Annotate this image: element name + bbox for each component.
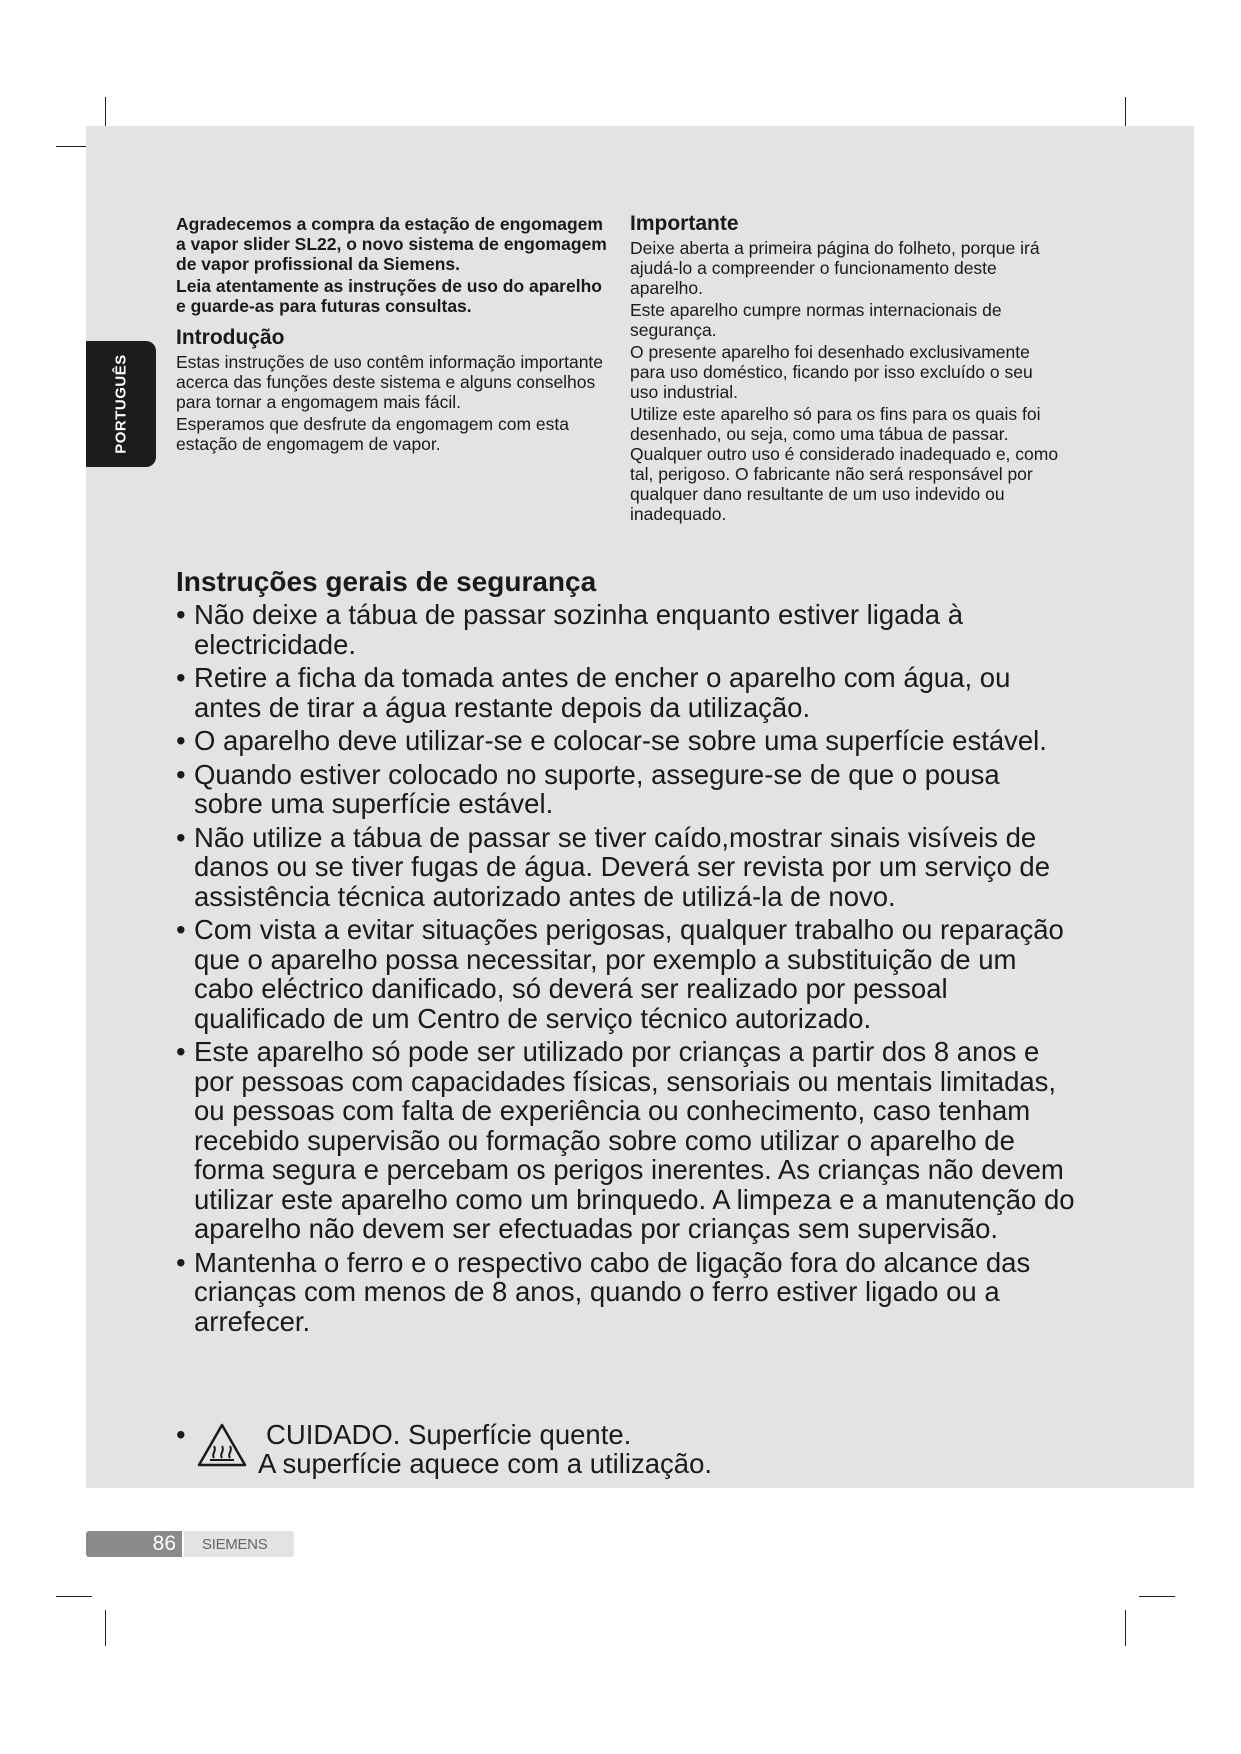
- introduction-heading: Introdução: [176, 326, 285, 349]
- safety-item: • Este aparelho só pode ser utilizado por crianças a partir dos 8 anos e por pessoas com capacidades físicas, sensoriais ou mentais limitadas, ou pessoas com falta de experiência ou conhecimento, caso tenham recebido supervisão ou formação sobre como utilizar o aparelho de forma segura e percebam os perigos inerentes. As crianças não devem utilizar este aparelho como um brinquedo. A limpeza e a manutenção do aparelho não devem ser efectuadas por crianças sem supervisão.: [176, 1037, 1076, 1244]
- crop-mark: [1125, 1610, 1126, 1646]
- language-tab: [86, 341, 156, 467]
- crop-mark: [105, 1610, 106, 1646]
- brand-name: SIEMENS: [202, 1536, 268, 1553]
- important-paragraph: Este aparelho cumpre normas internacionais de segurança.: [630, 300, 1002, 340]
- safety-title: Instruções gerais de segurança: [176, 566, 597, 597]
- important-heading: Importante: [630, 212, 739, 235]
- crop-mark: [56, 1596, 92, 1597]
- hot-surface-warning-icon: [196, 1422, 248, 1468]
- left-column: [176, 214, 616, 456]
- introduction-paragraph: Estas instruções de uso contêm informação importante acerca das funções deste sistema e alguns conselhos para tornar a engomagem mais fácil.: [176, 352, 604, 412]
- safety-item: • Retire a ficha da tomada antes de encher o aparelho com água, ou antes de tirar a água restante depois da utilização.: [176, 663, 1076, 722]
- caution-title: CUIDADO. Superfície quente.: [266, 1419, 632, 1450]
- safety-item: • O aparelho deve utilizar-se e colocar-se sobre uma superfície estável.: [176, 726, 1076, 756]
- crop-mark: [1139, 1596, 1175, 1597]
- intro-read-instructions: Leia atentamente as instruções de uso do aparelho e guarde-as para futuras consultas.: [176, 276, 602, 316]
- safety-item: • Não deixe a tábua de passar sozinha enquanto estiver ligada à electricidade.: [176, 600, 1076, 659]
- bullet: •: [176, 1419, 186, 1450]
- language-tab-label: PORTUGUÊS: [112, 354, 130, 454]
- page-number: 86: [152, 1532, 176, 1555]
- important-paragraph: Deixe aberta a primeira página do folheto, porque irá ajudá-lo a compreender o funcionamento deste aparelho.: [630, 238, 1040, 298]
- safety-item: • Não utilize a tábua de passar se tiver caído,mostrar sinais visíveis de danos ou se tiver fugas de água. Deverá ser revista por um serviço de assistência técnica autorizado antes de utilizá-la de novo.: [176, 823, 1076, 912]
- safety-item: • Quando estiver colocado no suporte, assegure-se de que o pousa sobre uma superfície estável.: [176, 760, 1076, 819]
- introduction-paragraph: Esperamos que desfrute da engomagem com esta estação de engomagem de vapor.: [176, 414, 569, 454]
- right-column: [630, 212, 1060, 526]
- important-paragraph: Utilize este aparelho só para os fins para os quais foi desenhado, ou seja, como uma tábua de passar. Qualquer outro uso é considerado inadequado e, como tal, perigoso. O fabricante não será responsável por qualquer dano resultante de um uso indevido ou inadequado.: [630, 404, 1059, 524]
- safety-item: • Com vista a evitar situações perigosas, qualquer trabalho ou reparação que o aparelho possa necessitar, por exemplo a substituição de um cabo eléctrico danificado, só deverá ser realizado por pessoal qualificado de um Centro de serviço técnico autorizado.: [176, 915, 1076, 1033]
- safety-list: [176, 600, 1076, 1340]
- intro-thanks: Agradecemos a compra da estação de engomagem a vapor slider SL22, o novo sistema de engomagem de vapor profissional da Siemens.: [176, 214, 607, 274]
- caution-text: A superfície aquece com a utilização.: [258, 1448, 713, 1479]
- important-paragraph: O presente aparelho foi desenhado exclusivamente para uso doméstico, ficando por isso excluído o seu uso industrial.: [630, 342, 1033, 402]
- safety-item: • Mantenha o ferro e o respectivo cabo de ligação fora do alcance das crianças com menos de 8 anos, quando o ferro estiver ligado ou a arrefecer.: [176, 1248, 1076, 1337]
- brand-box: [184, 1531, 294, 1557]
- page-number-box: [86, 1531, 182, 1557]
